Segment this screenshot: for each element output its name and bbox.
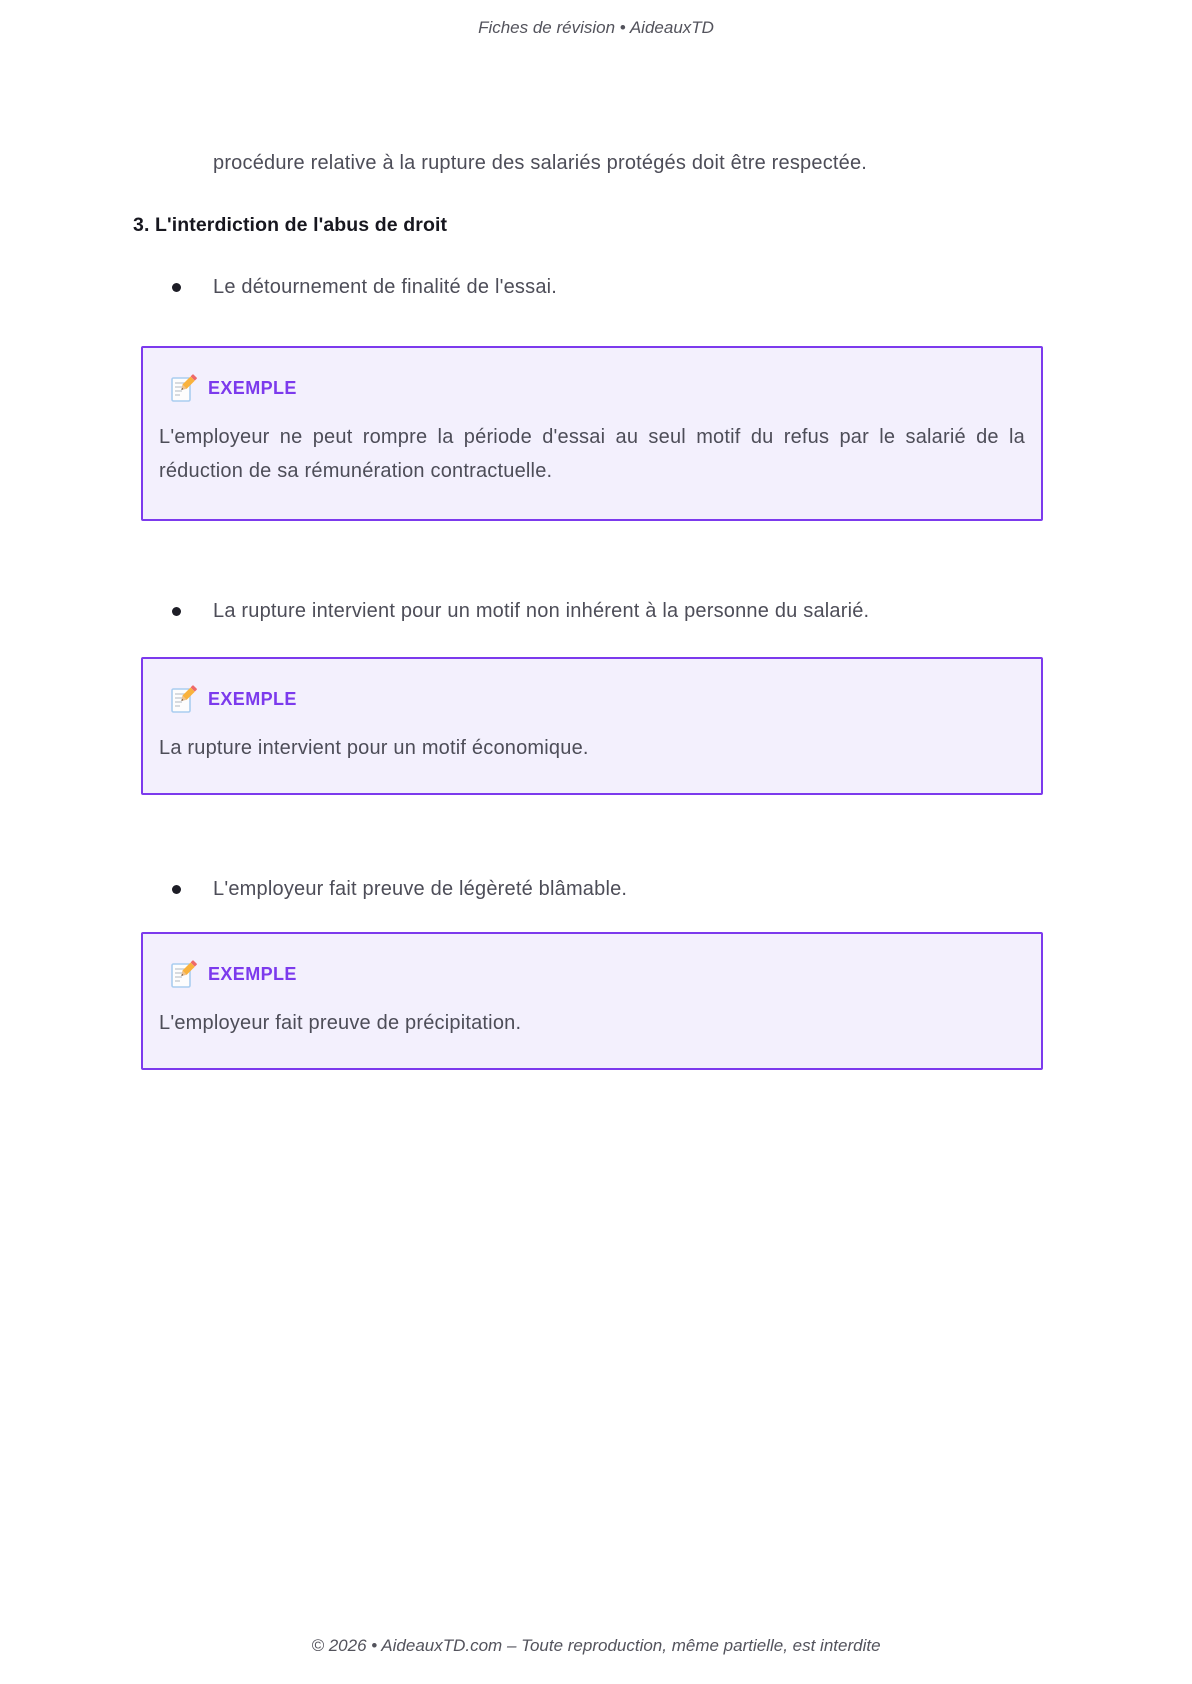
example-text: L'employeur fait preuve de précipitation. xyxy=(159,1012,522,1034)
example-label: EXEMPLE xyxy=(208,963,297,984)
page-header: Fiches de révision • AideauxTD xyxy=(478,18,714,37)
section-heading: 3. L'interdiction de l'abus de droit xyxy=(133,214,448,236)
bullet-item xyxy=(172,876,1032,903)
memo-pencil-icon xyxy=(171,374,199,402)
memo-pencil-icon xyxy=(171,960,199,988)
page-footer: © 2026 • AideauxTD.com – Toute reproduction, même partielle, est interdite xyxy=(311,1636,881,1655)
bullet-text: La rupture intervient pour un motif non inhérent à la personne du salarié. xyxy=(213,600,870,622)
example-box xyxy=(141,657,1043,795)
example-box xyxy=(141,346,1043,521)
bullet-text: Le détournement de finalité de l'essai. xyxy=(213,276,558,298)
example-header xyxy=(171,685,1025,713)
memo-pencil-icon xyxy=(171,685,199,713)
bullet-dot-icon xyxy=(172,885,181,894)
example-label: EXEMPLE xyxy=(208,688,297,709)
example-header xyxy=(171,960,1025,988)
bullet-dot-icon xyxy=(172,283,181,292)
bullet-text: L'employeur fait preuve de légèreté blâmable. xyxy=(213,878,628,900)
intro-paragraph: procédure relative à la rupture des salariés protégés doit être respectée. xyxy=(213,152,868,174)
bullet-dot-icon xyxy=(172,607,181,616)
bullet-item xyxy=(172,274,1032,301)
bullet-item xyxy=(172,598,1032,625)
example-header xyxy=(171,374,1025,402)
example-text: L'employeur ne peut rompre la période d'essai au seul motif du refus par le salarié de la réduction de sa rémunération contractuelle. xyxy=(159,426,1025,482)
example-text: La rupture intervient pour un motif économique. xyxy=(159,737,589,759)
example-label: EXEMPLE xyxy=(208,377,297,398)
example-box xyxy=(141,932,1043,1070)
